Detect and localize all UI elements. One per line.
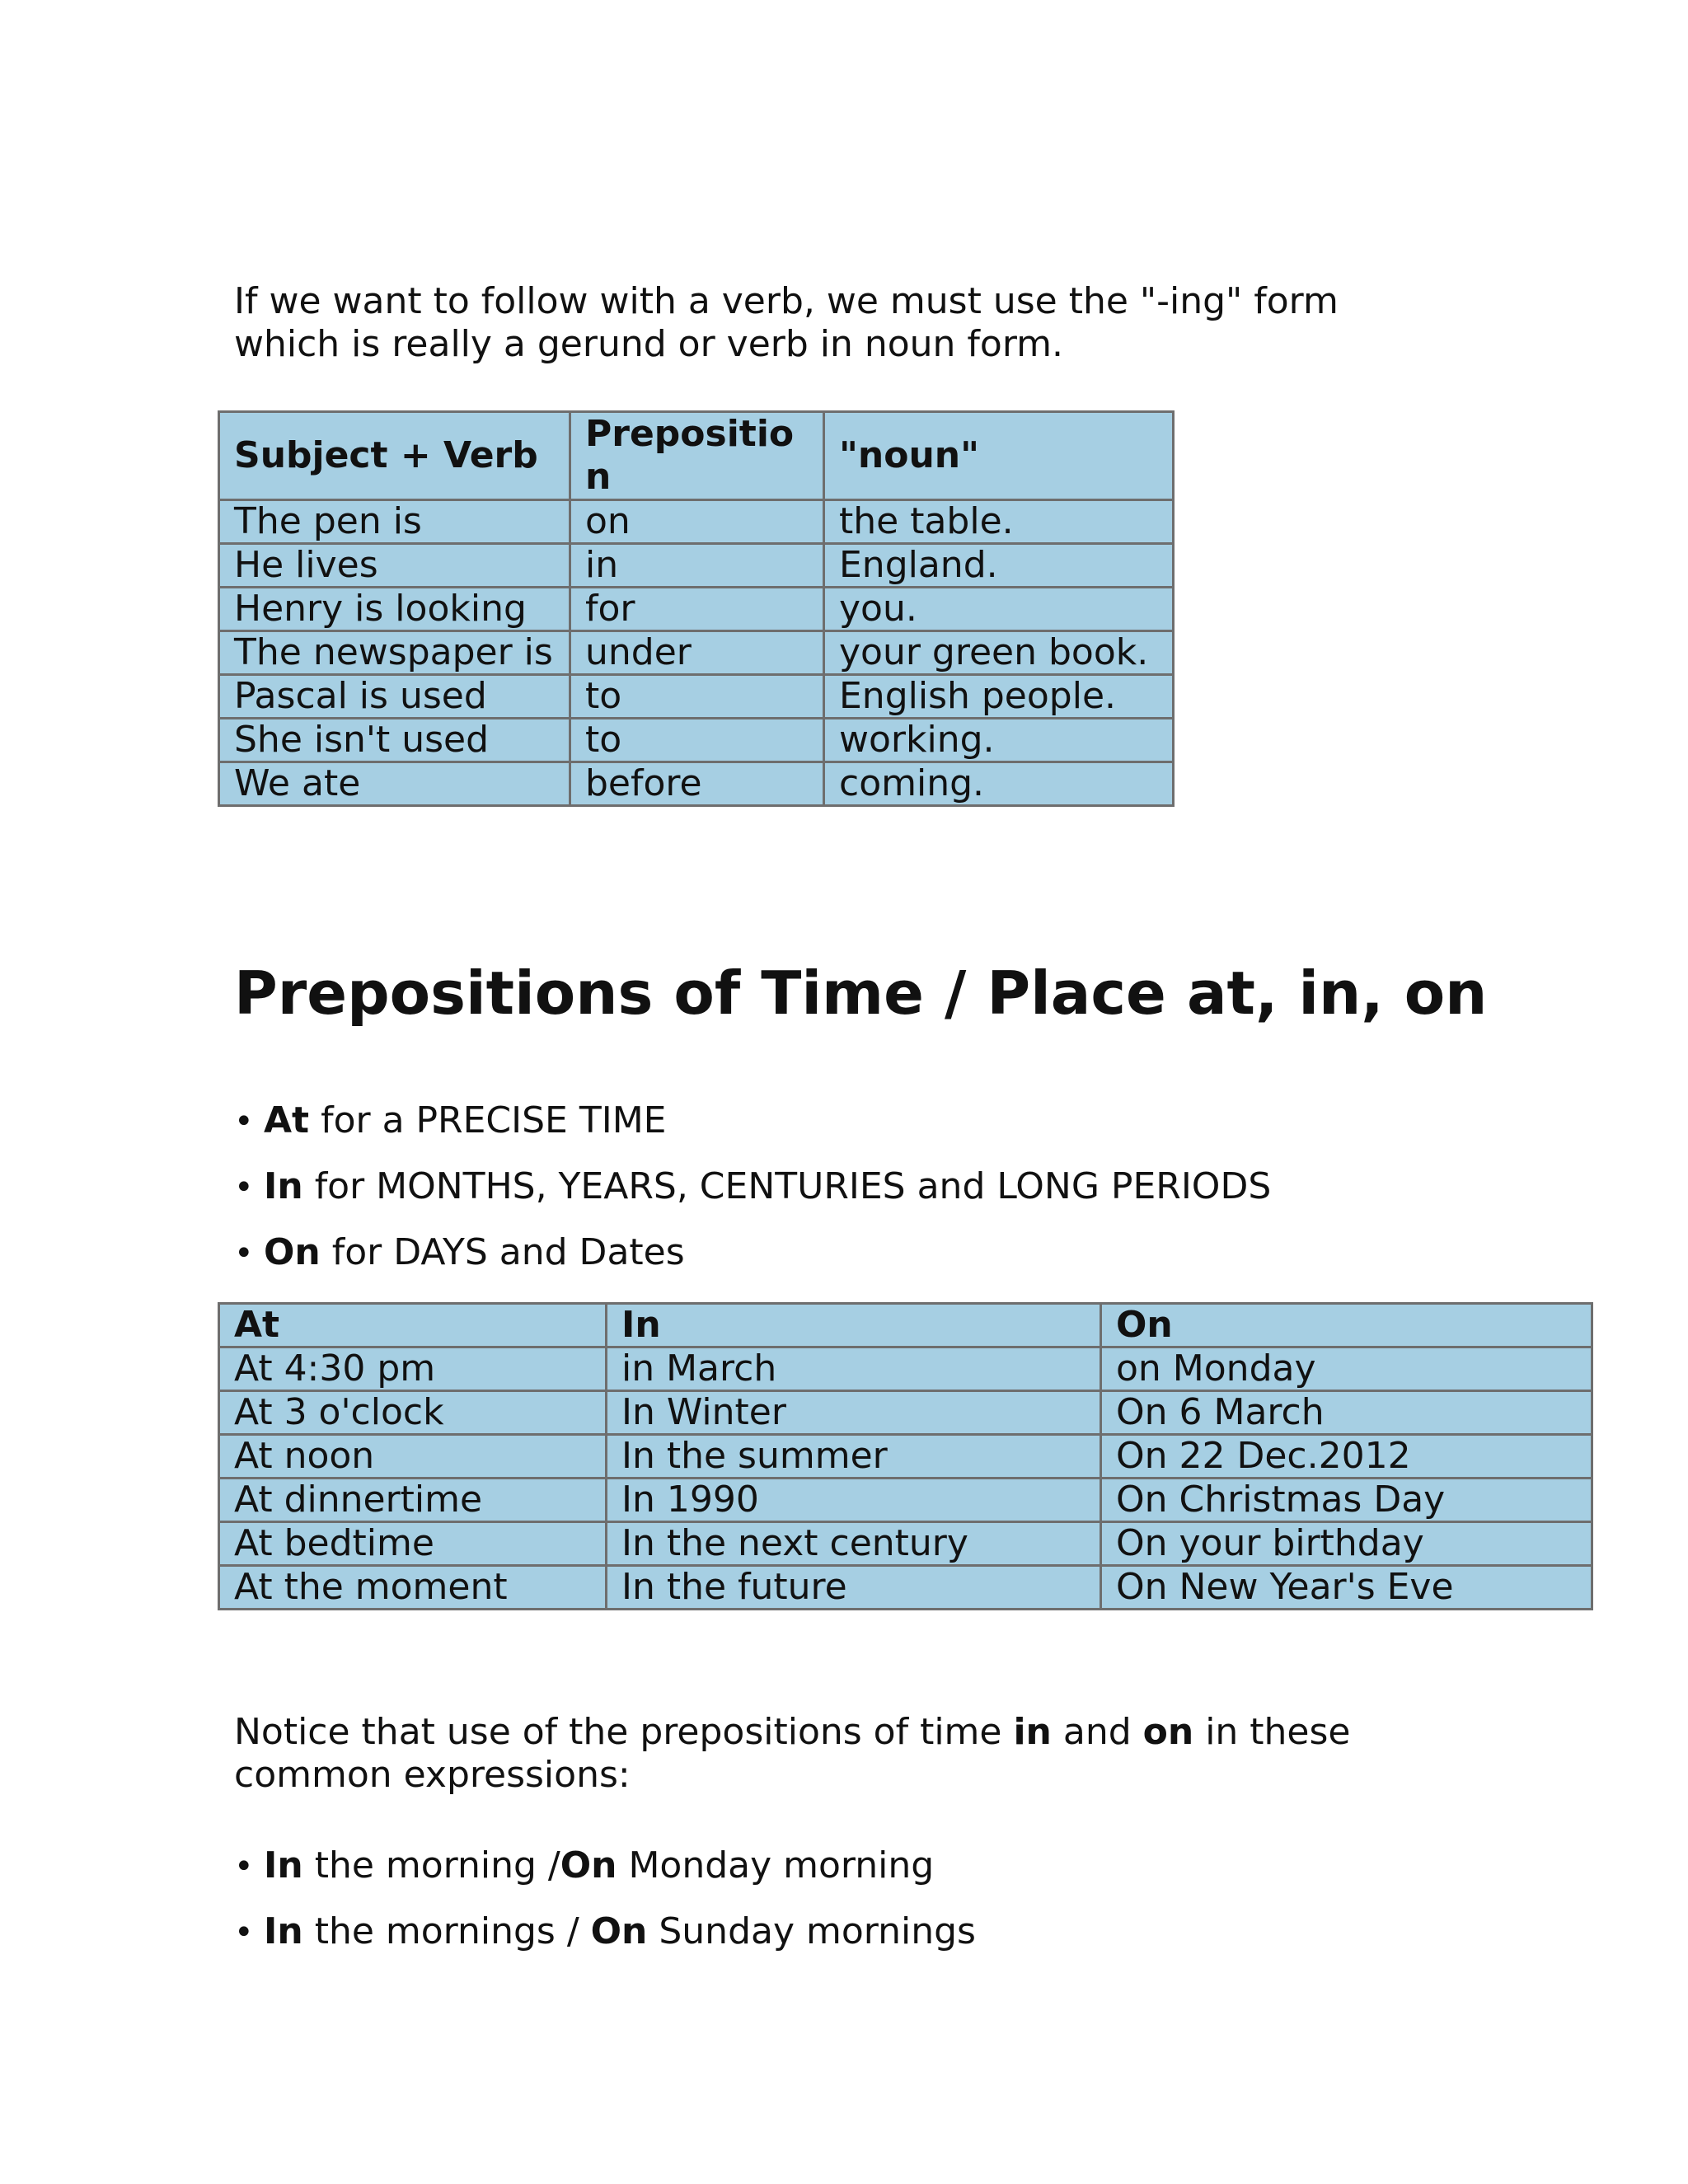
list-item xyxy=(234,1228,1271,1294)
time-prepositions-table xyxy=(218,1302,1593,1610)
table-cell: In the future xyxy=(607,1566,1101,1610)
table-cell: under xyxy=(570,631,824,675)
rule-keyword: On xyxy=(264,1231,321,1273)
rule-text: for DAYS and Dates xyxy=(320,1231,685,1273)
notice-text: Notice that use of the prepositions of time xyxy=(234,1711,1014,1753)
table-cell: Henry is looking xyxy=(219,588,570,631)
table-cell: before xyxy=(570,762,824,806)
table-cell: Pascal is used xyxy=(219,675,570,719)
table-cell: At 4:30 pm xyxy=(219,1347,607,1391)
expression-text: Sunday mornings xyxy=(647,1910,976,1952)
table-row xyxy=(219,1391,1592,1435)
table-cell: In 1990 xyxy=(607,1479,1101,1522)
list-item xyxy=(234,1907,976,1973)
expression-keyword: In xyxy=(264,1844,303,1886)
header-in: In xyxy=(607,1304,1101,1347)
table-cell: on Monday xyxy=(1101,1347,1592,1391)
section-heading: Prepositions of Time / Place at, in, on xyxy=(234,958,1488,1028)
table-cell: to xyxy=(570,675,824,719)
table-cell: At 3 o'clock xyxy=(219,1391,607,1435)
header-noun: "noun" xyxy=(824,412,1174,500)
intro-line-1: If we want to follow with a verb, we must use the "-ing" form xyxy=(234,280,1339,322)
table-cell: We ate xyxy=(219,762,570,806)
table-cell: English people. xyxy=(824,675,1174,719)
table-cell: He lives xyxy=(219,544,570,588)
table-cell: for xyxy=(570,588,824,631)
table-cell: At bedtime xyxy=(219,1522,607,1566)
table-cell: On 22 Dec.2012 xyxy=(1101,1435,1592,1479)
table-cell: working. xyxy=(824,719,1174,762)
list-item xyxy=(234,1841,976,1907)
expression-keyword: In xyxy=(264,1910,303,1952)
bullet-icon: • xyxy=(234,1914,254,1952)
table-cell: At noon xyxy=(219,1435,607,1479)
expression-text: Monday morning xyxy=(617,1844,935,1886)
notice-in: in xyxy=(1013,1711,1052,1753)
table-cell: The pen is xyxy=(219,500,570,544)
table-cell: She isn't used xyxy=(219,719,570,762)
table-cell: At dinnertime xyxy=(219,1479,607,1522)
list-item xyxy=(234,1096,1271,1162)
expression-keyword: On xyxy=(560,1844,617,1886)
header-at: At xyxy=(219,1304,607,1347)
table-row xyxy=(219,1435,1592,1479)
expression-text: the mornings / xyxy=(302,1910,591,1952)
header-on: On xyxy=(1101,1304,1592,1347)
header-preposition xyxy=(570,412,824,500)
table-cell: On your birthday xyxy=(1101,1522,1592,1566)
table-row xyxy=(219,500,1174,544)
notice-text: in these xyxy=(1193,1711,1351,1753)
table-row xyxy=(219,1479,1592,1522)
table-row xyxy=(219,1347,1592,1391)
bullet-icon: • xyxy=(234,1235,254,1272)
bullet-icon: • xyxy=(234,1848,254,1886)
header-subject-verb: Subject + Verb xyxy=(219,412,570,500)
expressions-list xyxy=(234,1841,976,1973)
table-row xyxy=(219,762,1174,806)
table-row xyxy=(219,544,1174,588)
notice-text: and xyxy=(1051,1711,1143,1753)
list-item xyxy=(234,1162,1271,1228)
header-preposition-part-a: Prepositio xyxy=(585,413,795,455)
table-cell: your green book. xyxy=(824,631,1174,675)
intro-paragraph xyxy=(234,280,1470,366)
table-cell: the table. xyxy=(824,500,1174,544)
table-row xyxy=(219,1522,1592,1566)
table-cell: In the summer xyxy=(607,1435,1101,1479)
table-cell: In Winter xyxy=(607,1391,1101,1435)
table-row xyxy=(219,1566,1592,1610)
table-cell: England. xyxy=(824,544,1174,588)
rule-keyword: At xyxy=(264,1099,310,1141)
notice-on: on xyxy=(1142,1711,1194,1753)
header-preposition-part-b: n xyxy=(585,456,612,498)
notice-paragraph xyxy=(234,1711,1470,1797)
table-cell: On Christmas Day xyxy=(1101,1479,1592,1522)
table-header-row xyxy=(219,412,1174,500)
table-cell: in March xyxy=(607,1347,1101,1391)
expression-text: the morning / xyxy=(302,1844,560,1886)
table-cell: The newspaper is xyxy=(219,631,570,675)
table-row xyxy=(219,675,1174,719)
table-row xyxy=(219,719,1174,762)
table-cell: to xyxy=(570,719,824,762)
rule-text: for a PRECISE TIME xyxy=(309,1099,667,1141)
rules-list xyxy=(234,1096,1271,1294)
table-cell: At the moment xyxy=(219,1566,607,1610)
bullet-icon: • xyxy=(234,1169,254,1207)
table-cell: coming. xyxy=(824,762,1174,806)
table-cell: on xyxy=(570,500,824,544)
preposition-noun-table xyxy=(218,410,1175,807)
table-cell: in xyxy=(570,544,824,588)
expression-keyword: On xyxy=(590,1910,648,1952)
intro-line-2: which is really a gerund or verb in noun form. xyxy=(234,323,1064,365)
notice-line-2: common expressions: xyxy=(234,1754,631,1796)
table-cell: you. xyxy=(824,588,1174,631)
table-row xyxy=(219,631,1174,675)
table-row xyxy=(219,588,1174,631)
table-cell: On 6 March xyxy=(1101,1391,1592,1435)
table-cell: On New Year's Eve xyxy=(1101,1566,1592,1610)
rule-keyword: In xyxy=(264,1165,303,1207)
bullet-icon: • xyxy=(234,1103,254,1141)
table-header-row xyxy=(219,1304,1592,1347)
rule-text: for MONTHS, YEARS, CENTURIES and LONG PERIODS xyxy=(302,1165,1272,1207)
table-cell: In the next century xyxy=(607,1522,1101,1566)
